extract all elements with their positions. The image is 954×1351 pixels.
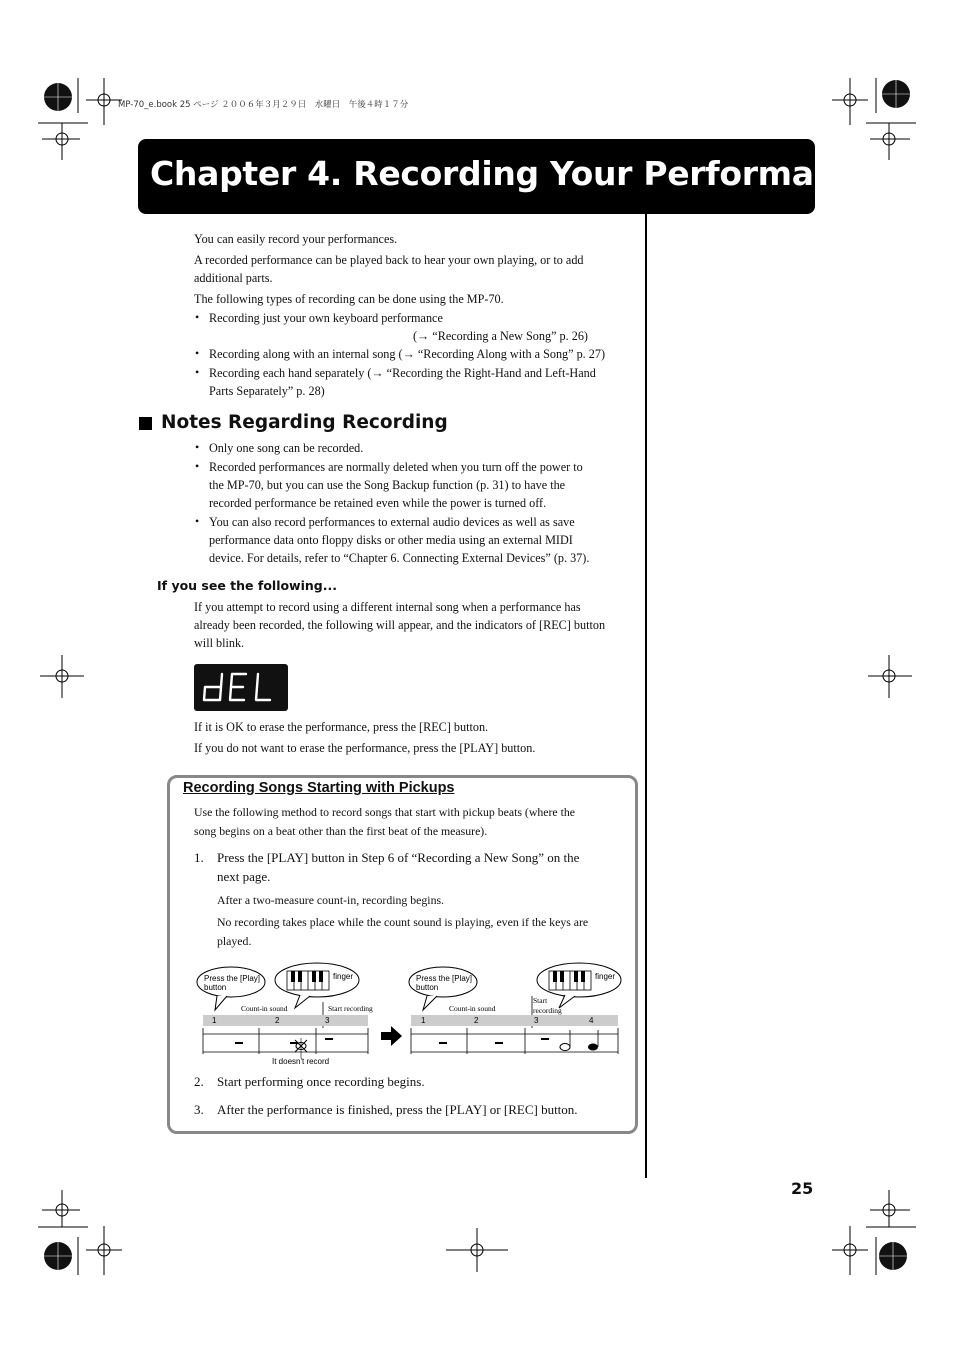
pickups-title: Recording Songs Starting with Pickups [183,780,455,796]
left-count-in: Count-in sound [241,1004,288,1013]
note-2b: the MP-70, but you can use the Song Backup function (p. 31) to have the [209,478,566,492]
right-callout-b: button [416,983,439,992]
if-see-p3: If you do not want to erase the performance, press the [PLAY] button. [194,741,536,755]
note-2a: Recorded performances are normally deleted when you turn off the power to [209,460,583,474]
intro-bullet-3a: Recording each hand separately (→ “Recording the Right-Hand and Left-Hand [209,366,596,380]
step-3-number: 3. [194,1102,204,1117]
note-3c: device. For details, refer to “Chapter 6. Connecting External Devices” (p. 37). [209,551,590,565]
left-beat-2: 2 [275,1016,280,1025]
intro-bullet-2: Recording along with an internal song (→ “Recording Along with a Song” p. 27) [209,347,606,361]
left-beat-1: 1 [212,1016,217,1025]
step-1-b: next page. [217,869,271,884]
page-number: 25 [791,1179,814,1198]
left-finger-label: finger [333,972,354,981]
right-start-b: recording [533,1006,562,1015]
right-beat-2: 2 [474,1016,479,1025]
left-no-record: It doesn't record [272,1057,330,1066]
note-2c: recorded performance be retained even while the power is turned off. [209,496,547,510]
right-beat-1: 1 [421,1016,426,1025]
del-display [194,664,288,711]
if-see-p1a: If you attempt to record using a different internal song when a performance has [194,600,581,614]
file-header: MP-70_e.book 25 ページ ２００６年３月２９日 水曜日 午後４時１７分 [118,100,409,110]
arrow-right-icon [381,1026,402,1046]
note-3a: You can also record performances to external audio devices as well as save [209,515,575,529]
note-1: Only one song can be recorded. [209,441,364,455]
intro-bullet-1: Recording just your own keyboard performance [209,311,443,325]
bullet-dot: • [195,365,200,379]
bullet-dot: • [195,346,200,360]
column-rule [645,214,647,1178]
step-1-note-2a: No recording takes place while the count sound is playing, even if the keys are [217,915,589,929]
step-3: After the performance is finished, press the [PLAY] or [REC] button. [217,1102,578,1117]
right-beat-3: 3 [534,1016,539,1025]
heading-square-icon [139,417,152,430]
if-see-p1c: will blink. [194,636,245,650]
pickups-intro-a: Use the following method to record songs that start with pickup beats (where the [194,805,576,819]
left-panel [197,963,373,1066]
right-start-a: Start [533,996,548,1005]
right-callout-a: Press the [Play] [416,974,473,983]
bullet-dot: • [195,440,200,454]
right-count-in: Count-in sound [449,1004,496,1013]
step-1-note-1: After a two-measure count-in, recording begins. [217,893,445,907]
chapter-title: Chapter 4. Recording Your Performance [150,154,879,193]
intro-bullet-3b: Parts Separately” p. 28) [209,384,325,398]
right-panel [409,963,621,1054]
intro-p2a: A recorded performance can be played back to hear your own playing, or to add [194,253,584,267]
intro-bullet-1-ref: (→ “Recording a New Song” p. 26) [413,329,588,343]
pickups-intro-b: song begins on a beat other than the first beat of the measure). [194,824,488,838]
if-see-p1b: already been recorded, the following will appear, and the indicators of [REC] button [194,618,606,632]
segment-display [194,664,288,711]
bullet-dot: • [195,310,200,324]
step-2: Start performing once recording begins. [217,1074,425,1089]
left-callout-b: button [204,983,227,992]
if-see-p2: If it is OK to erase the performance, press the [REC] button. [194,720,489,734]
intro-p1: You can easily record your performances. [194,232,398,246]
intro-p3: The following types of recording can be done using the MP-70. [194,292,504,306]
step-1-number: 1. [194,850,204,865]
right-beat-4: 4 [589,1016,594,1025]
step-1-note-2b: played. [217,934,252,948]
bullet-dot: • [195,459,200,473]
left-callout-a: Press the [Play] [204,974,261,983]
intro-p2b: additional parts. [194,271,273,285]
bullet-dot: • [195,514,200,528]
notes-heading: Notes Regarding Recording [161,412,448,433]
note-3b: performance data onto floppy disks or other media using an external MIDI [209,533,573,547]
left-start-recording: Start recording [328,1004,373,1013]
if-see-heading: If you see the following... [157,578,337,593]
step-2-number: 2. [194,1074,204,1089]
step-1-a: Press the [PLAY] button in Step 6 of “Recording a New Song” on the [217,850,580,865]
right-finger-label: finger [595,972,616,981]
pickup-recording-figure [195,958,625,1073]
left-beat-3: 3 [325,1016,330,1025]
